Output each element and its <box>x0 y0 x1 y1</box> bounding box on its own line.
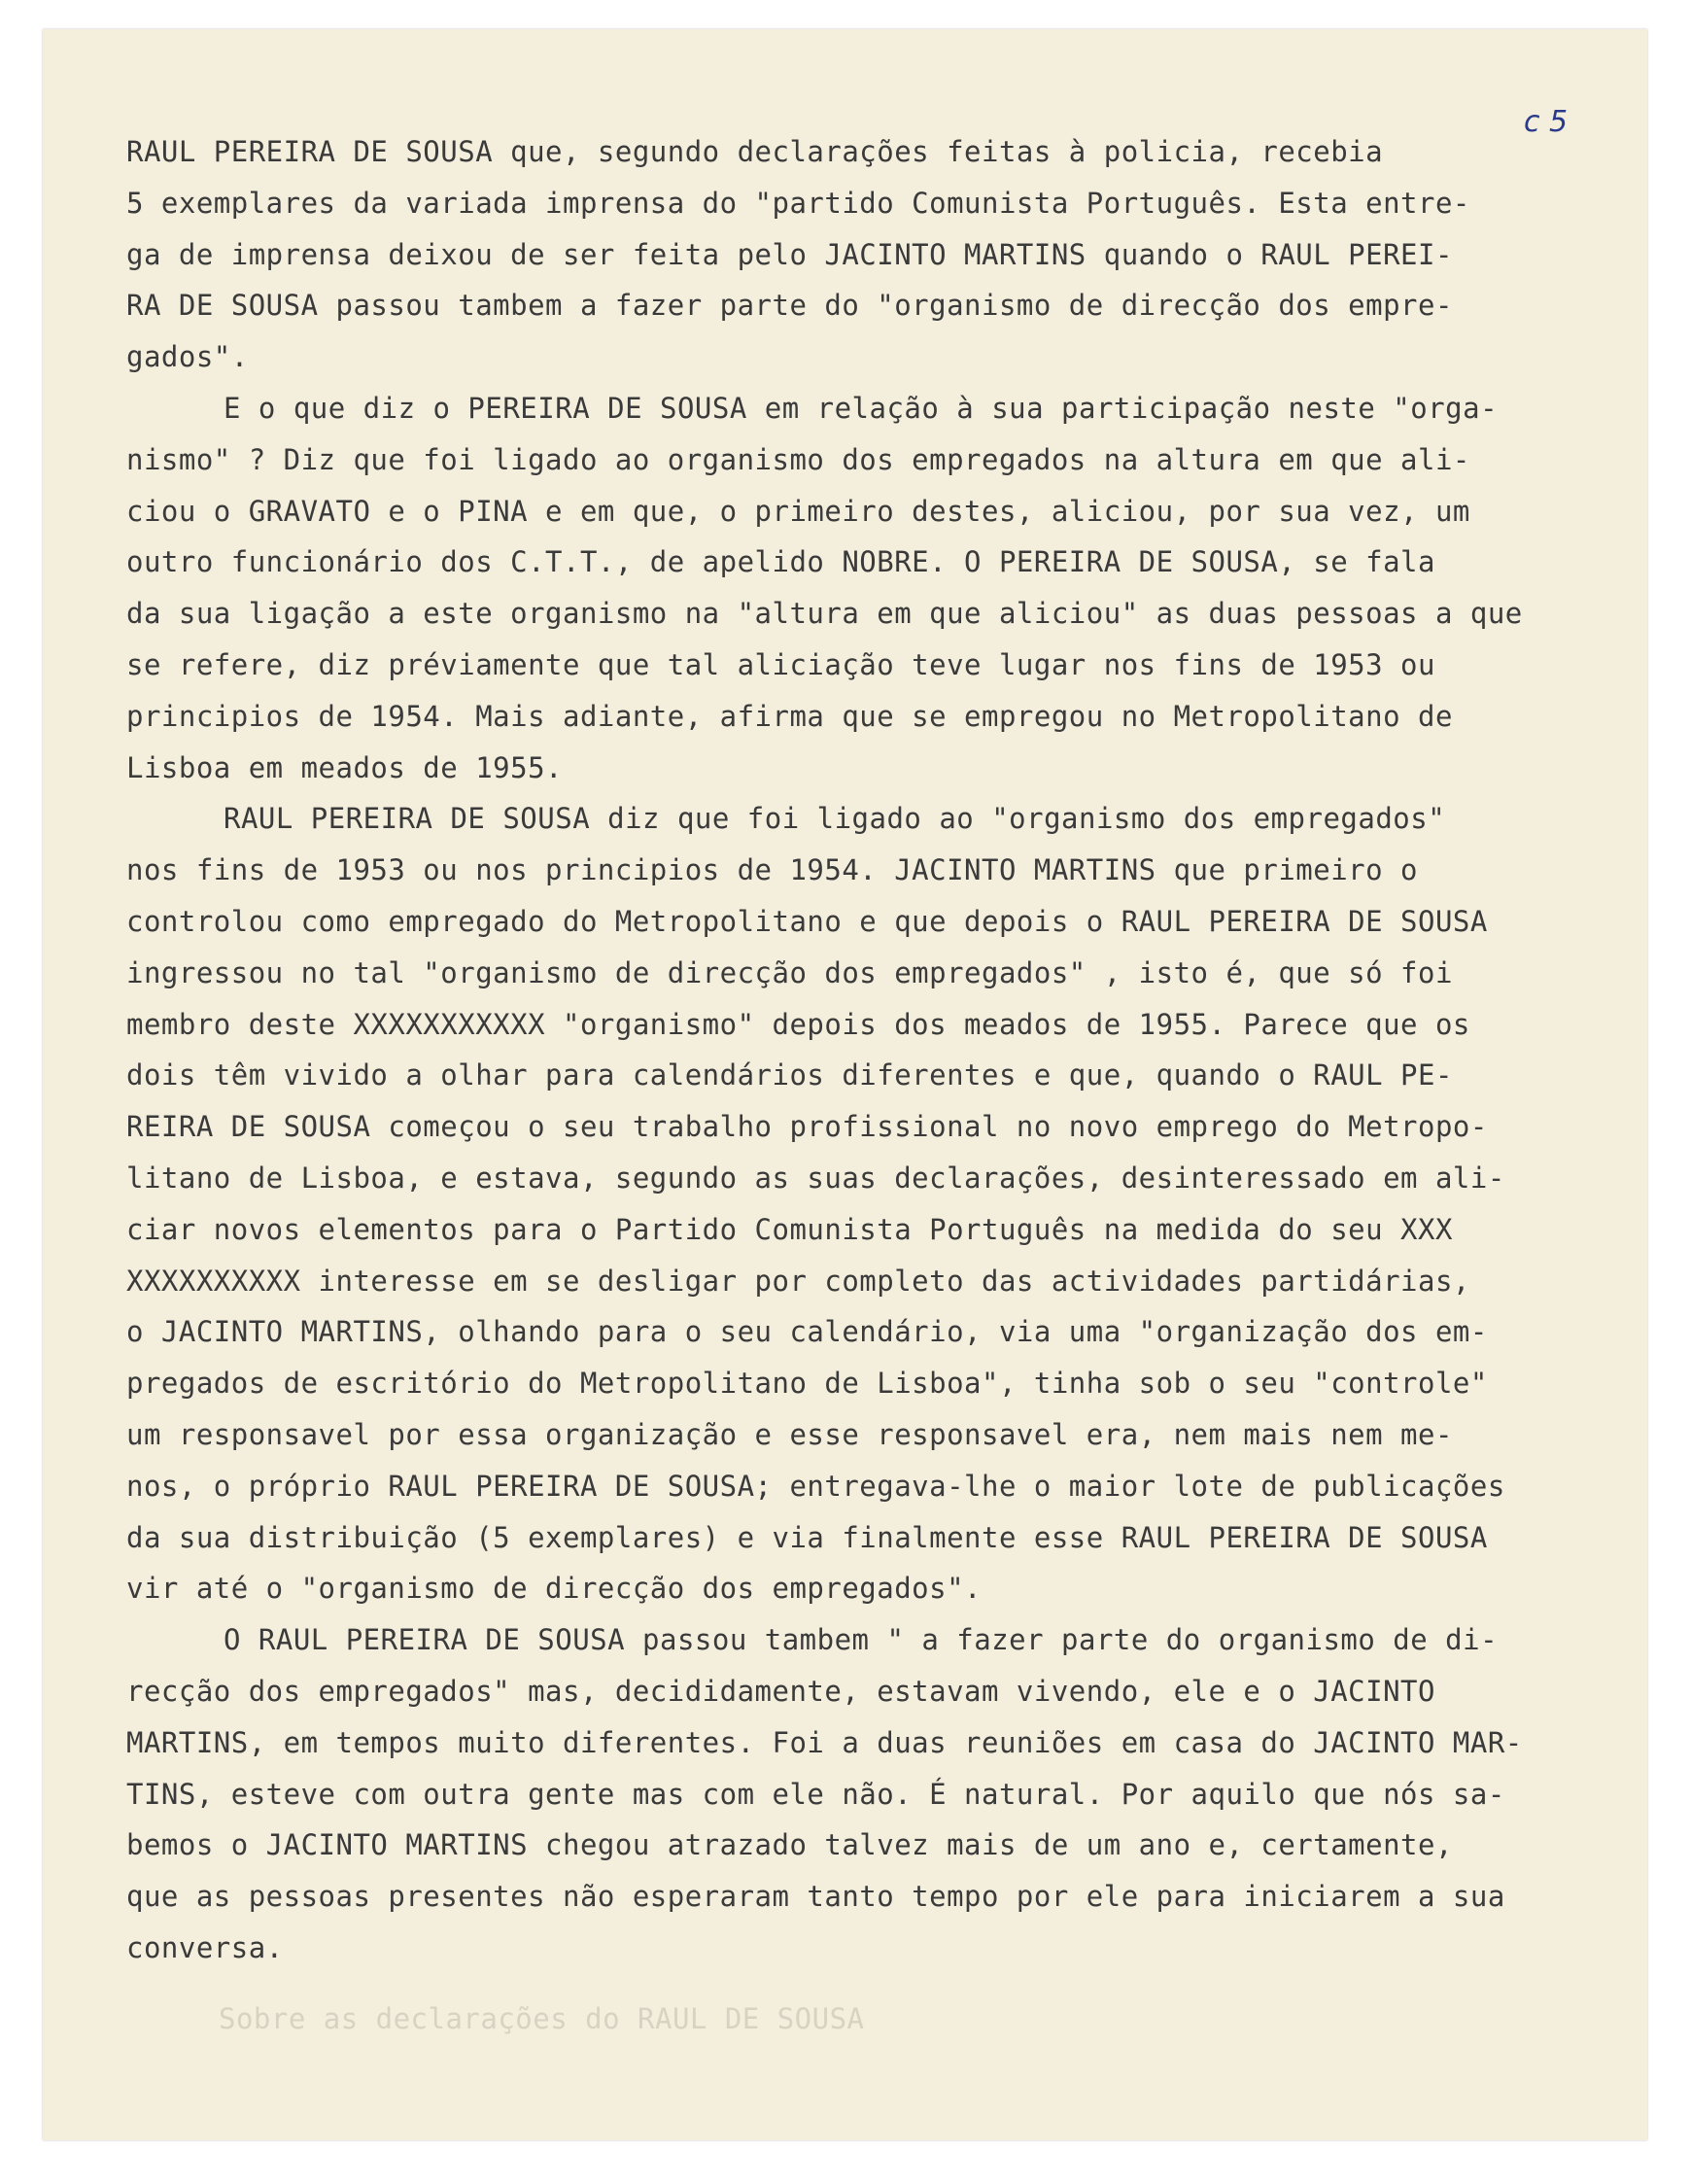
text-line: XXXXXXXXXX interesse em se desligar por completo das actividades partidárias, <box>126 1264 1470 1298</box>
text-line: REIRA DE SOUSA começou o seu trabalho profissional no novo emprego do Metropo- <box>126 1110 1488 1144</box>
text-line: Lisboa em meados de 1955. <box>126 750 563 784</box>
paragraph-3 <box>126 793 1628 1614</box>
faint-bleedthrough-text: Sobre as declarações do RAUL DE SOUSA <box>219 2002 865 2035</box>
typed-body-text <box>126 126 1628 1974</box>
text-line: outro funcionário dos C.T.T., de apelido NOBRE. O PEREIRA DE SOUSA, se fala <box>126 545 1435 579</box>
text-line: pregados de escritório do Metropolitano de Lisboa", tinha sob o seu "controle" <box>126 1367 1488 1401</box>
text-line: da sua distribuição (5 exemplares) e via finalmente esse RAUL PEREIRA DE SOUSA <box>126 1520 1488 1554</box>
text-line: RAUL PEREIRA DE SOUSA que, segundo declarações feitas à policia, recebia <box>126 135 1384 168</box>
text-line: E o que diz o PEREIRA DE SOUSA em relação à sua participação neste "orga- <box>224 391 1499 425</box>
text-line: o JACINTO MARTINS, olhando para o seu calendário, via uma "organização dos em- <box>126 1315 1488 1349</box>
text-line: ga de imprensa deixou de ser feita pelo JACINTO MARTINS quando o RAUL PEREI- <box>126 237 1453 271</box>
text-line: O RAUL PEREIRA DE SOUSA passou tambem " a fazer parte do organismo de di- <box>224 1623 1499 1657</box>
text-line: gados". <box>126 340 249 374</box>
text-line: nos, o próprio RAUL PEREIRA DE SOUSA; entregava-lhe o maior lote de publicações <box>126 1469 1505 1503</box>
text-line: MARTINS, em tempos muito diferentes. Foi a duas reuniões em casa do JACINTO MAR- <box>126 1725 1523 1759</box>
paragraph-2 <box>126 383 1628 793</box>
text-line: ciou o GRAVATO e o PINA e em que, o primeiro destes, aliciou, por sua vez, um <box>126 494 1470 528</box>
paragraph-1 <box>126 126 1628 383</box>
text-line: membro deste XXXXXXXXXXX "organismo" depois dos meados de 1955. Parece que os <box>126 1007 1470 1041</box>
text-line: nismo" ? Diz que foi ligado ao organismo dos empregados na altura em que ali- <box>126 442 1470 476</box>
page-number-mark: c 5 <box>1524 105 1569 139</box>
text-line: vir até o "organismo de direcção dos empregados". <box>126 1572 983 1606</box>
text-line: bemos o JACINTO MARTINS chegou atrazado talvez mais de um ano e, certamente, <box>126 1828 1453 1862</box>
text-line: litano de Lisboa, e estava, segundo as suas declarações, desinteressado em ali- <box>126 1161 1505 1195</box>
text-line: nos fins de 1953 ou nos principios de 1954. JACINTO MARTINS que primeiro o <box>126 853 1419 887</box>
text-line: um responsavel por essa organização e esse responsavel era, nem mais nem me- <box>126 1417 1453 1451</box>
text-line: da sua ligação a este organismo na "altura em que aliciou" as duas pessoas a que <box>126 597 1523 631</box>
text-line: ingressou no tal "organismo de direcção dos empregados" , isto é, que só foi <box>126 955 1453 989</box>
text-line: 5 exemplares da variada imprensa do "partido Comunista Português. Esta entre- <box>126 186 1470 220</box>
text-line: RA DE SOUSA passou tambem a fazer parte do "organismo de direcção dos empre- <box>126 289 1453 323</box>
text-line: principios de 1954. Mais adiante, afirma que se empregou no Metropolitano de <box>126 699 1453 733</box>
text-line: controlou como empregado do Metropolitano e que depois o RAUL PEREIRA DE SOUSA <box>126 904 1488 938</box>
text-line: conversa. <box>126 1930 284 1964</box>
text-line: se refere, diz préviamente que tal aliciação teve lugar nos fins de 1953 ou <box>126 647 1435 681</box>
text-line: ciar novos elementos para o Partido Comunista Português na medida do seu XXX <box>126 1212 1453 1246</box>
text-line: recção dos empregados" mas, decididamente, estavam vivendo, ele e o JACINTO <box>126 1674 1435 1708</box>
text-line: que as pessoas presentes não esperaram tanto tempo por ele para iniciarem a sua <box>126 1880 1505 1914</box>
paragraph-4 <box>126 1614 1628 1974</box>
text-line: dois têm vivido a olhar para calendários diferentes e que, quando o RAUL PE- <box>126 1058 1453 1092</box>
text-line: RAUL PEREIRA DE SOUSA diz que foi ligado ao "organismo dos empregados" <box>224 802 1446 836</box>
text-line: TINS, esteve com outra gente mas com ele não. É natural. Por aquilo que nós sa- <box>126 1777 1505 1811</box>
